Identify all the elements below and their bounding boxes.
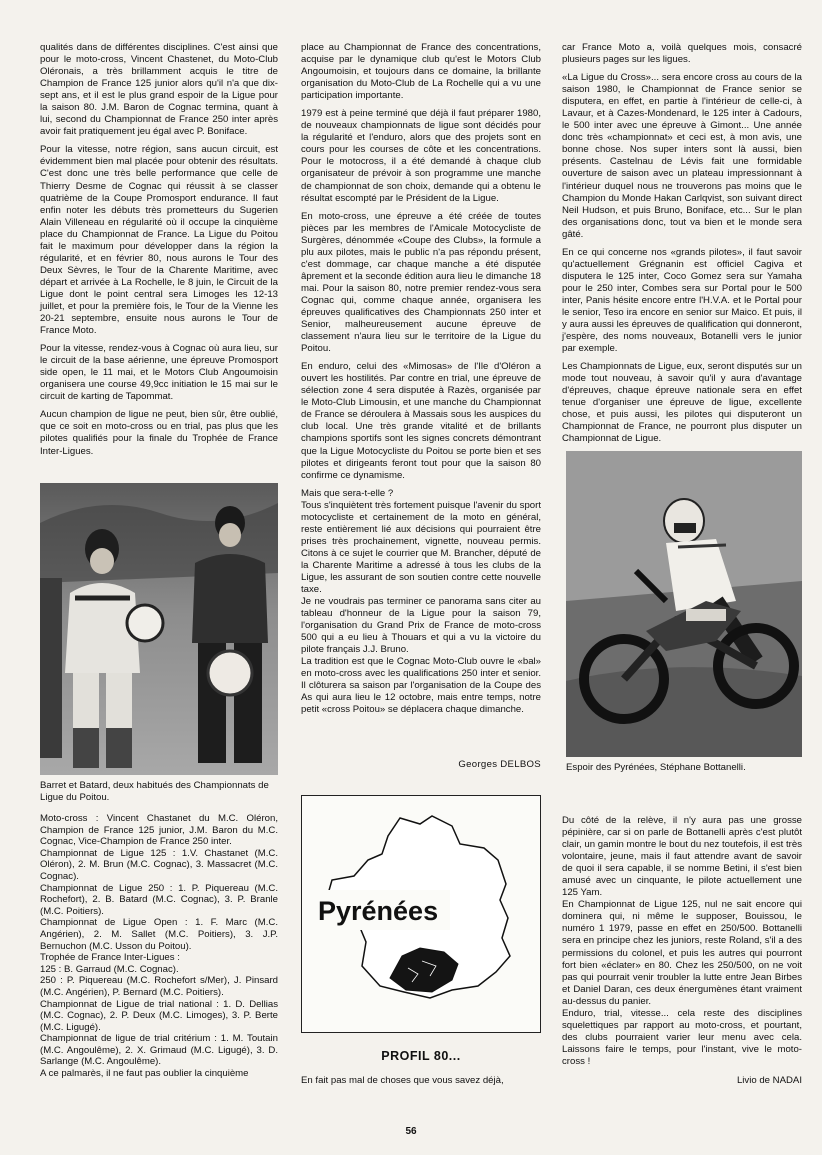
paragraph: qualités dans de différentes disciplines. C'est ainsi que pour le moto-cross, Vincent Chastenet, du Moto-Club Oléronais, a très brillamment acquis le titre de Champion de France 125 junior alors qu'il n'a que dix-sept ans, et il est le plus grand espoir de la Ligue pour la saison 80. J.M. Baron de Cognac termina, quant à lui, second du Championnat de France 250 inter après avoir fait pratiquement jeu égal avec P. Boniface. xyxy=(40,42,278,138)
paragraph: place au Championnat de France des concentrations, acquise par le dynamique club qu'est le Motors Club Angoumoisin, et toujours dans ce domaine, la brillante organisation du Moto-Club de La Rochelle qui a vu une participation importante. xyxy=(301,42,541,102)
list-item: Championnat de Ligue 250 : 1. P. Piquereau (M.C. Rochefort), 2. B. Batard (M.C. Cognac), 3. P. Branle (M.C. Poitiers). xyxy=(40,882,278,917)
paragraph: Enduro, trial, vitesse... cela reste des disciplines squelettiques par rapport au moto-cross, et pourtant, des clubs pourraient varier leur menu avec cela. Laissons faire le temps, pour l'instant, vive le moto-cross ! xyxy=(562,1007,802,1067)
author-signature: Livio de NADAI xyxy=(736,1075,802,1086)
list-item: 250 : P. Piquereau (M.C. Rochefort s/Mer), J. Pinsard (M.C. Angérien), P. Bernard (M.C. Poitiers). xyxy=(40,975,278,998)
map-region-label: Pyrénées xyxy=(318,896,439,926)
photo-caption: Espoir des Pyrénées, Stéphane Bottanelli. xyxy=(566,762,746,773)
author-signature: Georges DELBOS xyxy=(458,759,541,770)
paragraph: Tous s'inquiètent très fortement puisque l'avenir du sport motocycliste et certainement de la moto en général, reste entièrement lié aux décisions qui pourraient être prises très prochainement, vignette, nouveau permis. Citons à ce sujet le courrier que M. Brancher, député de la Charente Maritime a adressé à tous les clubs de la Ligue, les assurant de son soutien contre cette nouvelle taxe. xyxy=(301,499,541,596)
motocross-illustration xyxy=(566,451,802,757)
list-item: Championnat de Ligue Open : 1. F. Marc (M.C. Angérien), 2. M. Sallet (M.C. Poitiers), 3. J.P. Bernuchon (M.C. Usson du Poitou). xyxy=(40,917,278,952)
paragraph: Pour la vitesse, notre région, sans aucun circuit, est évidemment bien mal placée pour obtenir des résultats. C'est donc une très belle performance que celle de Thierry Desme de Cognac qui réussit à se classer quatrième de la Coupe Promosport endurance. Il faut enfin noter les débuts très prometteurs du Sugerien Alain Villeneau en régularité où il occupe la cinquième place du Championnat de France. La Ligue du Poitou fait le maximum pour développer dans la région la régularité, et en février 80, nous aurons le Tour des Deux Sèvres, le Tour de la Charente Maritime, avec départ et arrivée à La Rochelle, le 8 juin, le Circuit de la Ligue dont le point central sera Limoges les 12-13 juillet, et pour la première fois, le Tour de la Vienne les 20-21 septembre, ensuite nous aurons le Tour de France Moto. xyxy=(40,144,278,337)
paragraph: En enduro, celui des «Mimosas» de l'Ile d'Oléron a ouvert les hostilités. Par contre en trial, une épreuve de sélection zone 4 sera disputée à Razès, organisée par le Moto-Club Limousin, et une manche du Championnat de France se déroulera à Massais sous les auspices du club local. Une très grande vitalité et de brillants champions sportifs sont les signes concrets démontrant que la Ligue Motocycliste du Poitou se porte bien et ses pilotes et dirigeants feront tout pour que la saison 80 confirme ce dynamisme. xyxy=(301,361,541,481)
paragraph: car France Moto a, voilà quelques mois, consacré plusieurs pages sur les ligues. xyxy=(562,42,802,66)
list-item: A ce palmarès, il ne faut pas oublier la cinquième xyxy=(40,1068,249,1080)
paragraph: Les Championnats de Ligue, eux, seront disputés sur un mode tout nouveau, à savoir qu'il y aura d'avantage d'épreuves, chaque épreuve nationale sera en effet tenue d'organiser une épreuve de ligue, excellente chose, et puis aussi, les pilotes qui disputeront un Championnat de France, ne pourront plus disputer un Championnat de Ligue. xyxy=(562,361,802,445)
paragraph: «La Ligue du Cross»... sera encore cross au cours de la saison 1980, le Championnat de France senior se disputera, en effet, en partie à l'intérieur de celle-ci, à Lavaur, et à Cazes-Mondenard, le 125 inter à Cadours, le 500 inter avec une épreuve à Gimont... Une année donc très «championnat» et ceci est, à mon avis, une bonne chose. Nos super inters sont là aussi, bien présents. Castelnau de Lévis fait une formidable ouverture de saison avec un plateau impressionnant à l'intérieur duquel nous ne trouverons pas moins que le Champion du Monde Hakan Carlqvist, son suivant direct Neil Hudson, et puis Bruno, Boniface, etc... Sur le plan des organisations donc, tout va bien et le monde sera gâté. xyxy=(562,72,802,240)
paragraph: 1979 est à peine terminé que déjà il faut préparer 1980, de nouveaux championnats de ligue sont décidés pour la régularité et l'enduro, alors que des projets sont en cours pour les courses de côte et les concentrations. Pour le motocross, il a été demandé à chaque club organisateur de prévoir à son programme une manche de championnat de son choix, demande qui a obtenu le résultat escompté par le Président de la Ligue. xyxy=(301,108,541,204)
france-map-box xyxy=(301,795,541,1033)
list-item: Championnat de Ligue 125 : 1.V. Chastanet (M.C. Oléron), 2. M. Brun (M.C. Cognac), 3. Massacret (M.C. Cognac). xyxy=(40,847,278,882)
section-title: PROFIL 80... xyxy=(381,1049,461,1063)
list-item: Trophée de France Inter-Ligues : xyxy=(40,952,180,964)
list-item: Moto-cross : Vincent Chastanet du M.C. Oléron, Champion de France 125 junior, J.M. Baron du M.C. Cognac, Vice-Champion de France 250 inter. xyxy=(40,813,278,848)
paragraph: Pour la vitesse, rendez-vous à Cognac où aura lieu, sur le circuit de la base aérienne, une épreuve Promosport side open, le 11 mai, et le Motors Club Angoumoisin organisera une course 49,9cc initiation le 15 mai sur le circuit de karting de Tapommat. xyxy=(40,343,278,403)
photo-caption: Barret et Batard, deux habitués des Championnats de Ligue du Poitou. xyxy=(40,780,269,803)
page-number: 56 xyxy=(405,1126,417,1137)
paragraph: En Championnat de Ligue 125, nul ne sait encore qui dominera qui, ni même le supposer, Bouissou, le numéro 1 1979, passe en effet en 250/500. Bottanelli sera en principe chez les juniors, reste Roland, s'il a des permissions du colonel, et puis les autres qui pourront fort bien «éclater» en 80. Chez les 250/500, on ne voit pas qui pourrait venir troubler la lutte entre Jean Birbes et Daniel Daran, ces deux énergumènes étant vraiment au-dessus du panier. xyxy=(562,899,802,1007)
paragraph: Mais que sera-t-elle ? xyxy=(301,487,394,499)
article-column-right-lower xyxy=(562,815,802,1068)
paragraph: Du côté de la relève, il n'y aura pas une grosse pépinière, car si on parle de Bottanelli après c'est plutôt clair, un gamin montre le bout du nez toutefois, il est très volontaire, jeune, mais il faut attendre avant de savoir de quoi il sera capable, il se nomme Betini, il s'est bien amusé avec un cinquante, le pilote actuellement une 125 Yam. xyxy=(562,815,802,899)
section-teaser: En fait pas mal de choses que vous savez déjà, xyxy=(301,1075,504,1086)
list-item: Championnat de ligue de trial critérium : 1. M. Toutain (M.C. Angoulême), 2. X. Grimaud (M.C. Ligugé), 3. D. Sarlange (M.C. Angoulême). xyxy=(40,1033,278,1068)
list-item: 125 : B. Garraud (M.C. Cognac). xyxy=(40,963,179,975)
paragraph: En ce qui concerne nos «grands pilotes», il faut savoir qu'actuellement Grégnanin est officiel Cagiva et disputera le 125 inter, Coco Gomez sera sur Yamaha pour le 250 inter, Combes sera sur Portal pour le 500 inter, Panis hésite encore entre l'H.V.A. et le Portal pour le senior, Teso ira encore en senior sur Maico. Et puis, il y aura aussi les épreuves de qualification qui donneront, j'espère, des noms nouveaux, Botanelli vers le junior par exemple. xyxy=(562,246,802,355)
article-column-right xyxy=(562,42,802,446)
paragraph: La tradition est que le Cognac Moto-Club ouvre le «bal» en moto-cross avec les qualifications 250 inter et senior. Il clôturera sa saison par l'organisation de la Coupe des As qui aura lieu le 12 octobre, mais entre temps, notre petit «cross Poitou» se déplacera chaque dimanche. xyxy=(301,656,541,716)
photo-riders xyxy=(40,483,278,775)
france-map xyxy=(302,796,540,1032)
riders-illustration xyxy=(40,483,278,775)
results-list xyxy=(40,813,278,1080)
paragraph: En moto-cross, une épreuve a été créée de toutes pièces par les membres de l'Amicale Motocycliste de Surgères, dénommée «Coupe des Clubs», la formule a plu aux pilotes, mais le public n'a pas répondu présent, c'est dommage, car chaque manche a été disputée âprement et la seconde édition aura lieu le dimanche 18 mai. Pour la saison 80, notre premier rendez-vous sera Cognac qui, comme chaque année, organisera les épreuves qualificatives des Championnats 250 inter et Senior, malheureusement aucune épreuve de classement n'aura lieu sur le territoire de la Ligue du Poitou. xyxy=(301,210,541,355)
photo-bottanelli xyxy=(566,451,802,757)
article-column-left xyxy=(40,42,278,458)
paragraph: Aucun champion de ligue ne peut, bien sûr, être oublié, que ce soit en moto-cross ou en trial, pas plus que les pilotes qualifiés pour la finale du Trophée de France Inter-Ligues. xyxy=(40,409,278,457)
list-item: Championnat de Ligue de trial national : 1. D. Dellias (M.C. Cognac), 2. P. Deux (M.C. Limoges), 3. P. Berte (M.C. Ligugé). xyxy=(40,998,278,1033)
paragraph: Je ne voudrais pas terminer ce panorama sans citer au tableau d'honneur de la Ligue pour la saison 79, l'organisation du Grand Prix de France de moto-cross 500 qui a eu lieu à Thouars et qui a vu la victoire du pilote français J.J. Bruno. xyxy=(301,596,541,656)
article-column-middle xyxy=(301,42,541,717)
